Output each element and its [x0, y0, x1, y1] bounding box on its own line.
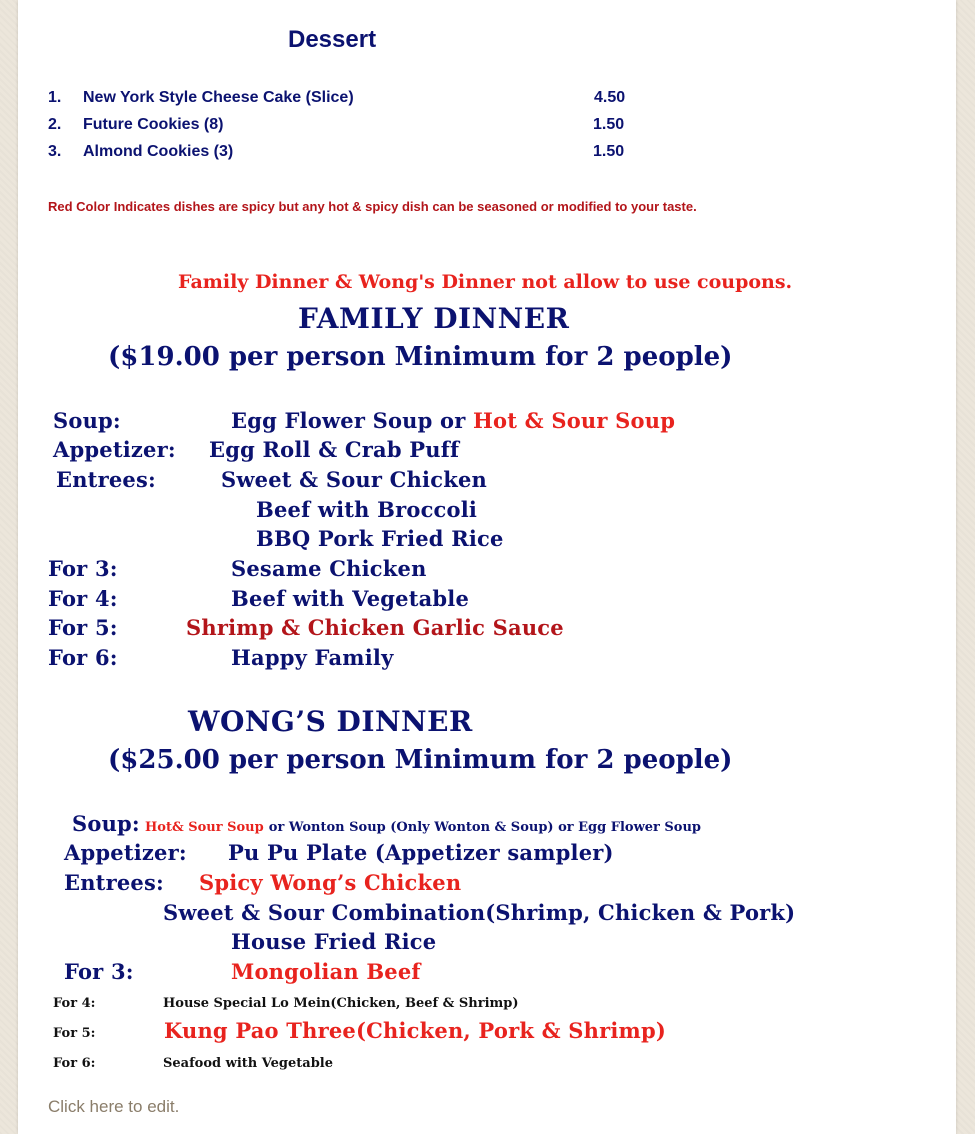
wongs-for4-value: House Special Lo Mein(Chicken, Beef & Shrimp) — [163, 996, 519, 1011]
family-for4-value: Beef with Vegetable — [231, 586, 470, 611]
wongs-dinner-title: WONG’S DINNER — [188, 705, 473, 738]
wongs-appetizer-label: Appetizer: — [64, 840, 187, 865]
menu-page — [18, 0, 956, 1134]
dessert-item-name: Almond Cookies (3) — [83, 143, 234, 160]
dessert-item-number: 2. — [48, 116, 62, 133]
family-appetizer-label: Appetizer: — [53, 437, 176, 462]
family-for3-value: Sesame Chicken — [231, 556, 427, 581]
family-for4-label: For 4: — [48, 586, 118, 611]
wongs-appetizer-value: Pu Pu Plate (Appetizer sampler) — [228, 840, 614, 865]
wongs-for4-label: For 4: — [53, 996, 96, 1011]
spicy-note: Red Color Indicates dishes are spicy but any hot & spicy dish can be seasoned or modified to your taste. — [48, 199, 697, 214]
family-soup-spicy: Hot & Sour Soup — [473, 408, 676, 433]
coupon-notice: Family Dinner & Wong's Dinner not allow to use coupons. — [178, 271, 793, 293]
family-for5-value: Shrimp & Chicken Garlic Sauce — [186, 615, 564, 640]
wongs-for3-value: Mongolian Beef — [231, 959, 421, 984]
wongs-for6-label: For 6: — [53, 1056, 96, 1071]
dessert-title: Dessert — [288, 26, 377, 53]
family-for6-label: For 6: — [48, 645, 118, 670]
wongs-dinner-price: ($25.00 per person Minimum for 2 people) — [108, 745, 733, 775]
wongs-for3-label: For 3: — [64, 959, 134, 984]
wongs-soup-label: Soup: — [72, 811, 140, 836]
family-dinner-title: FAMILY DINNER — [298, 302, 570, 335]
wongs-soup-spicy: Hot& Sour Soup — [144, 820, 264, 835]
wongs-for6-value: Seafood with Vegetable — [163, 1056, 333, 1071]
wongs-entrees-label: Entrees: — [64, 870, 164, 895]
dessert-item-number: 1. — [48, 89, 62, 106]
wongs-entree: Sweet & Sour Combination(Shrimp, Chicken & Pork) — [163, 900, 796, 925]
dessert-item-name: New York Style Cheese Cake (Slice) — [83, 89, 354, 106]
dessert-item-number: 3. — [48, 143, 62, 160]
wongs-soup-line — [72, 811, 701, 836]
dessert-item-price: 1.50 — [593, 116, 625, 133]
family-soup-label: Soup: — [53, 408, 121, 433]
family-entree: Sweet & Sour Chicken — [221, 467, 487, 492]
dessert-item-price: 4.50 — [594, 89, 626, 106]
wongs-soup-rest: or Wonton Soup (Only Wonton & Soup) or Egg Flower Soup — [268, 820, 702, 835]
wongs-entree-spicy: Spicy Wong’s Chicken — [199, 870, 462, 895]
family-entrees-label: Entrees: — [56, 467, 156, 492]
family-entree: BBQ Pork Fried Rice — [256, 526, 504, 551]
wongs-for5-value: Kung Pao Three(Chicken, Pork & Shrimp) — [164, 1018, 666, 1043]
dessert-item-name: Future Cookies (8) — [83, 116, 224, 133]
family-soup-line — [231, 408, 675, 433]
dessert-item-price: 1.50 — [593, 143, 625, 160]
wongs-for5-label: For 5: — [53, 1026, 96, 1041]
edit-link[interactable]: Click here to edit. — [48, 1097, 180, 1116]
family-entree: Beef with Broccoli — [256, 497, 478, 522]
wongs-entree: House Fried Rice — [231, 929, 437, 954]
family-for3-label: For 3: — [48, 556, 118, 581]
family-soup-value: Egg Flower Soup or — [231, 408, 466, 433]
family-for6-value: Happy Family — [231, 645, 394, 670]
family-appetizer-value: Egg Roll & Crab Puff — [209, 437, 460, 462]
family-dinner-price: ($19.00 per person Minimum for 2 people) — [108, 342, 733, 372]
family-for5-label: For 5: — [48, 615, 118, 640]
